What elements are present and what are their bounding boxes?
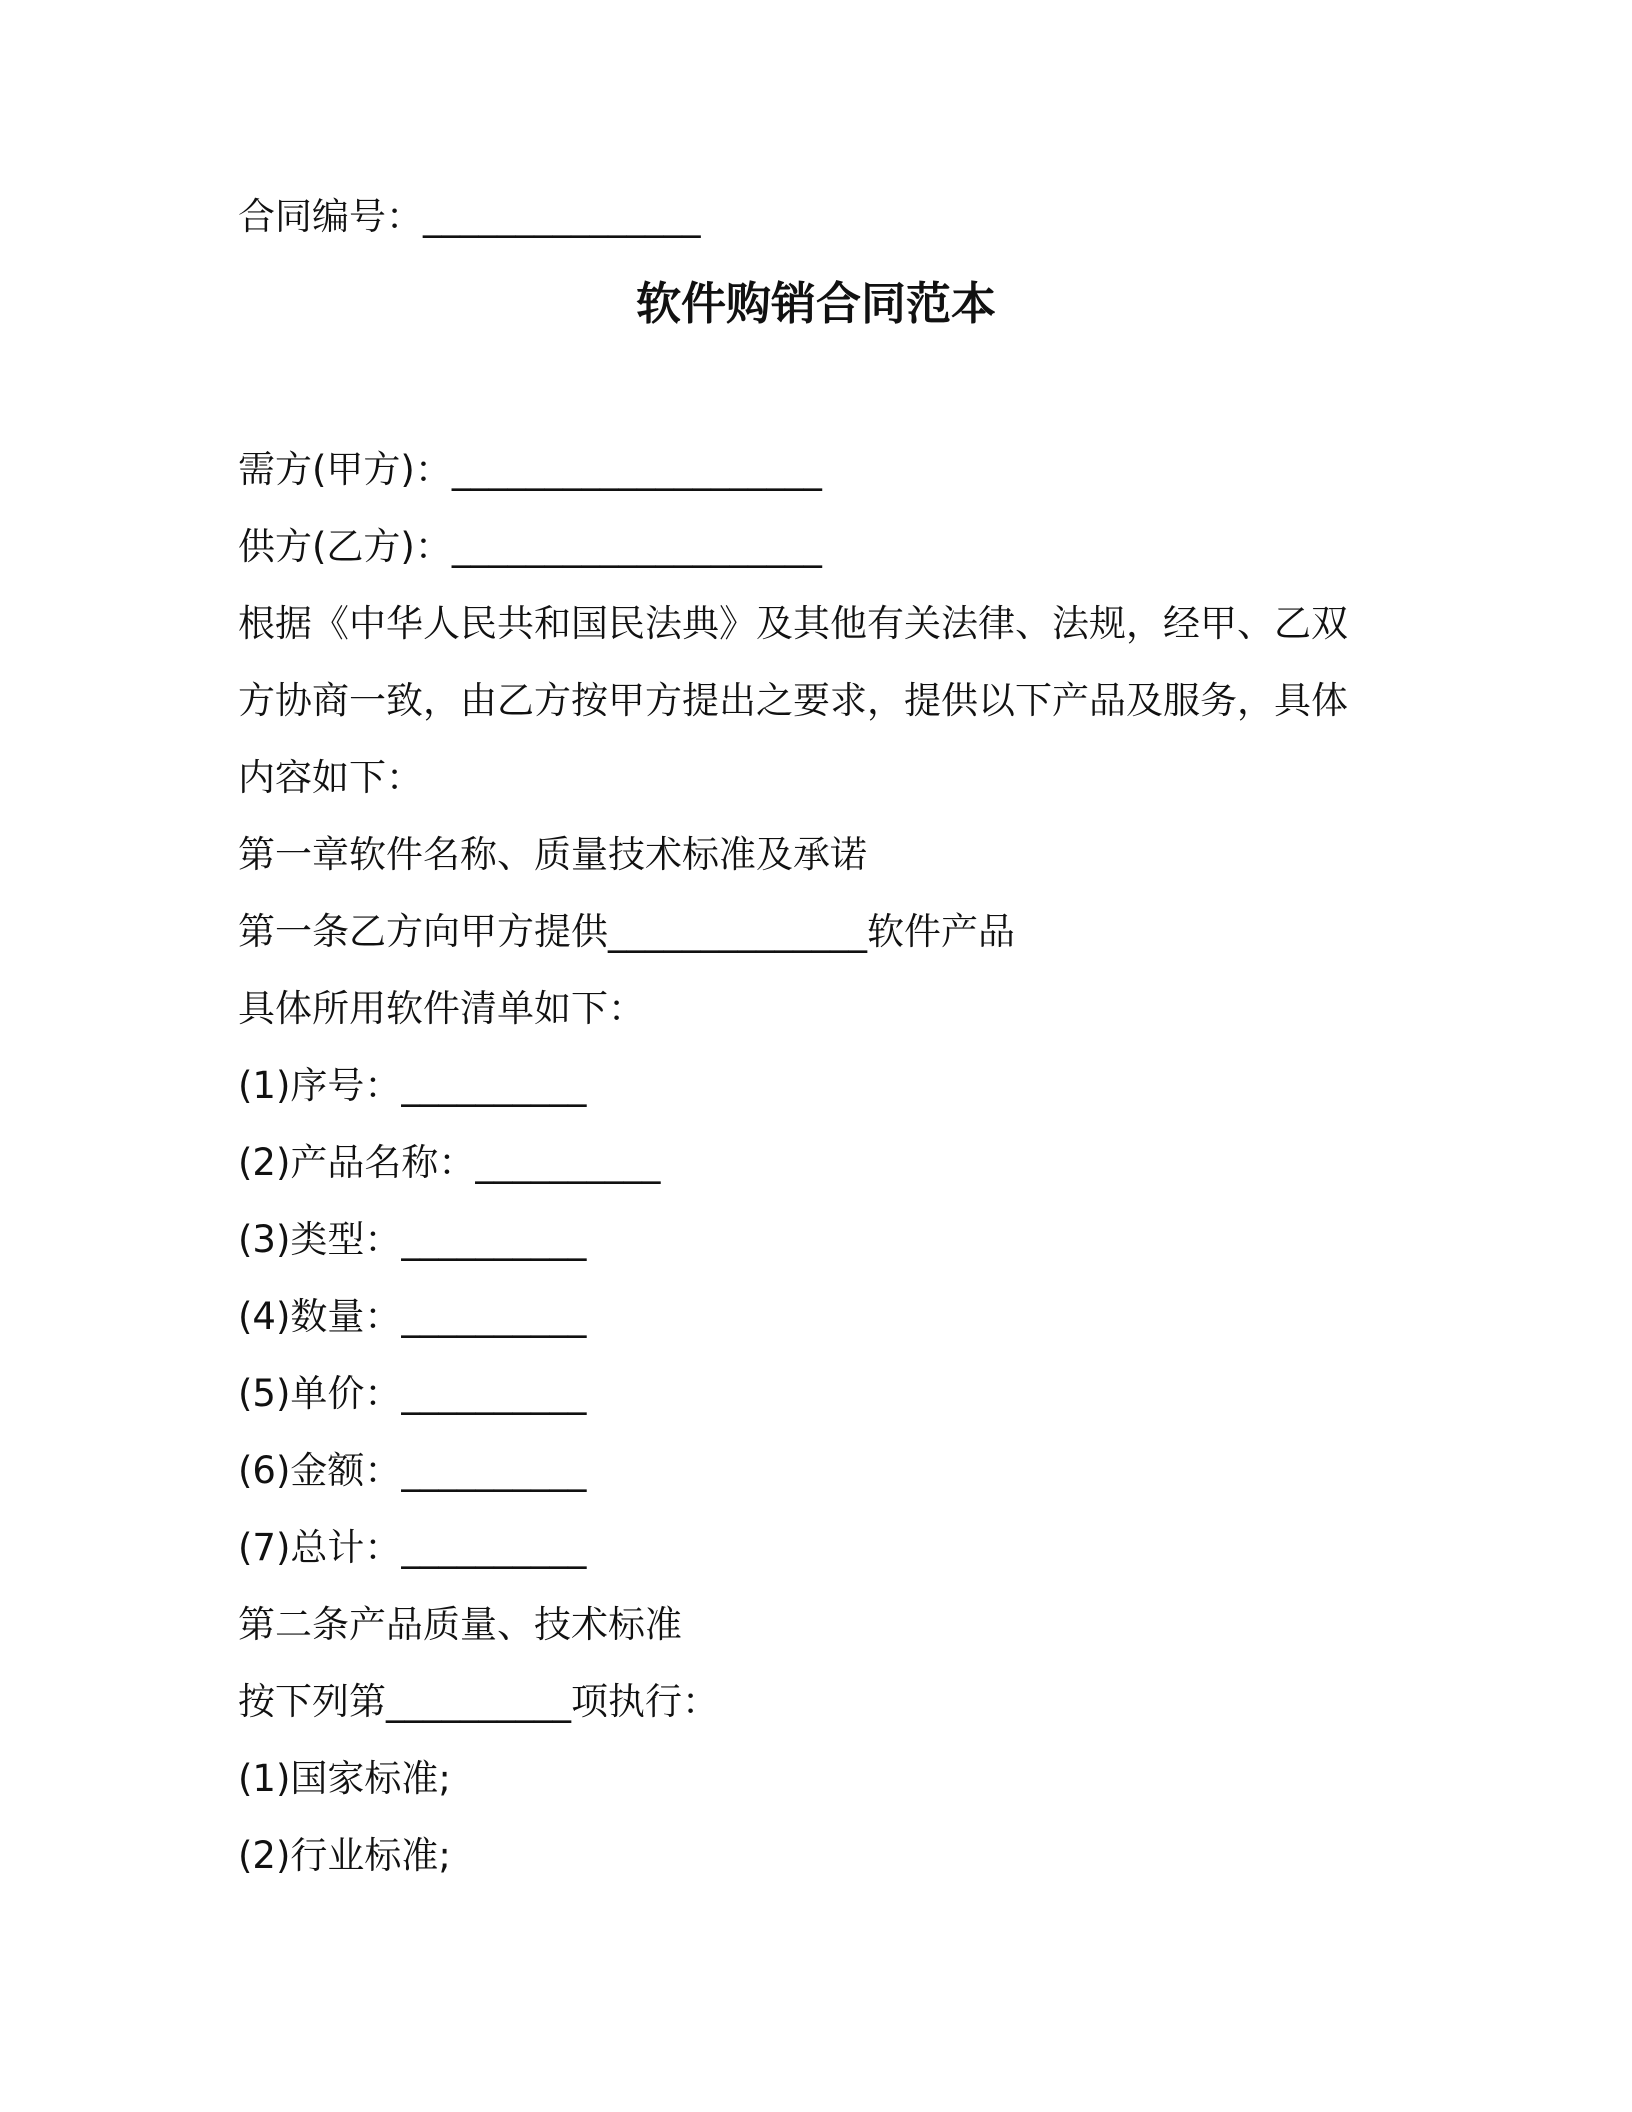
- intro-line: 根据《中华人民共和国民法典》及其他有关法律、法规，经甲、乙双: [238, 602, 1348, 645]
- intro-line: 内容如下：: [238, 756, 423, 799]
- party-a-line: 需方(甲方)：____________________: [238, 448, 822, 491]
- chapter-heading: 第一章软件名称、质量技术标准及承诺: [238, 833, 867, 876]
- software-item: (1)序号：__________: [238, 1064, 587, 1107]
- document-title: 软件购销合同范本: [635, 277, 996, 330]
- software-item: (2)产品名称：__________: [238, 1141, 661, 1184]
- article-1-line: 第一条乙方向甲方提供______________软件产品: [238, 910, 1015, 953]
- software-list-intro: 具体所用软件清单如下：: [238, 987, 645, 1030]
- intro-line: 方协商一致，由乙方按甲方提出之要求，提供以下产品及服务，具体: [238, 679, 1348, 722]
- software-item: (6)金额：__________: [238, 1449, 587, 1492]
- standard-item: (2)行业标准;: [238, 1834, 451, 1877]
- software-item: (5)单价：__________: [238, 1372, 587, 1415]
- software-item: (7)总计：__________: [238, 1526, 587, 1569]
- software-item: (4)数量：__________: [238, 1295, 587, 1338]
- article-2-heading: 第二条产品质量、技术标准: [238, 1603, 682, 1646]
- standard-intro-line: 按下列第__________项执行：: [238, 1680, 719, 1723]
- contract-number-line: 合同编号：_______________: [238, 195, 701, 238]
- standard-item: (1)国家标准;: [238, 1757, 451, 1800]
- software-item: (3)类型：__________: [238, 1218, 587, 1261]
- party-b-line: 供方(乙方)：____________________: [238, 525, 822, 568]
